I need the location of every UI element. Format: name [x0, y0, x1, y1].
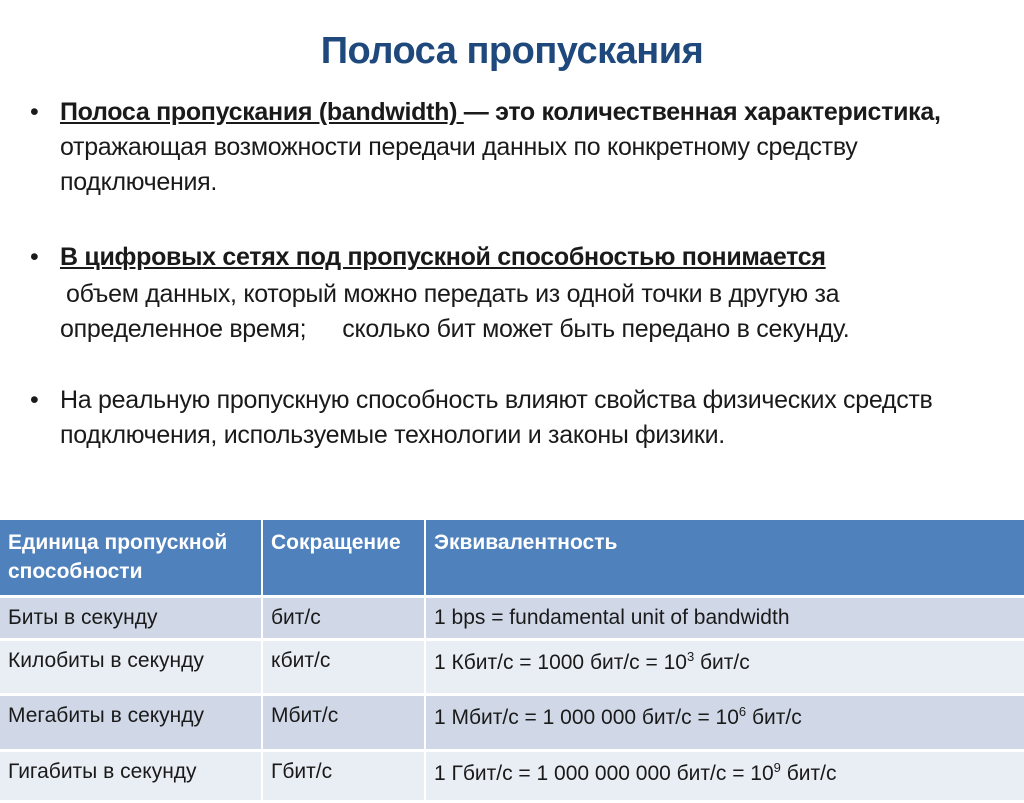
table-row — [0, 752, 1024, 803]
bullet-bandwidth-definition — [30, 95, 1000, 200]
cell-unit: Биты в секунду — [0, 598, 263, 641]
header-unit: Единица пропускной способности — [0, 520, 263, 598]
bullet-real-bandwidth — [30, 383, 1000, 453]
digital-networks-line-2 — [60, 312, 1000, 347]
digital-networks-line-1: объем данных, который можно передать из одной точки в другую за — [66, 280, 840, 308]
cell-abbreviation: кбит/с — [263, 641, 426, 696]
definition-bold: — это количественная характеристика, — [463, 98, 941, 126]
term-bandwidth: Полоса пропускания (bandwidth) — [60, 98, 464, 126]
bandwidth-units-table — [0, 520, 1024, 803]
cell-equivalence: 1 Гбит/с = 1 000 000 000 $бит/с = 10^9$ бит/с — [426, 752, 1024, 803]
table-row — [0, 696, 1024, 752]
real-bandwidth-text: На реальную пропускную способность влияют свойства физических средств подключения, используемые технологии и законы физики. — [60, 386, 933, 449]
cell-equivalence: 1 Кбит/с = 1000 $бит/с = 10^3$ бит/с — [426, 641, 1024, 696]
cell-unit: Гигабиты в секунду — [0, 752, 263, 803]
digital-networks-time: определенное время; — [60, 315, 307, 343]
cell-equivalence: 1 Мбит/с = 1 000 000 $бит/с = 10^6$ бит/с — [426, 696, 1024, 752]
bullet-digital-networks — [30, 240, 1000, 347]
table-row — [0, 598, 1024, 641]
cell-equivalence: 1 bps = fundamental unit of bandwidth — [426, 598, 1024, 641]
digital-networks-bits: сколько бит может быть передано в секунду. — [342, 315, 850, 343]
cell-unit: Килобиты в секунду — [0, 641, 263, 696]
header-equivalence: Эквивалентность — [426, 520, 1024, 598]
bullet-marker: • — [30, 98, 39, 126]
definition-text: отражающая возможности передачи данных по конкретному средству подключения. — [60, 133, 858, 196]
cell-abbreviation: бит/с — [263, 598, 426, 641]
table-header-row — [0, 520, 1024, 598]
table-row — [0, 641, 1024, 696]
bullet-list — [30, 95, 1000, 453]
bullet-marker: • — [30, 243, 39, 271]
bullet-marker: • — [30, 386, 39, 414]
slide-title: Полоса пропускания — [320, 30, 704, 72]
cell-unit: Мегабиты в секунду — [0, 696, 263, 752]
cell-abbreviation: Мбит/с — [263, 696, 426, 752]
header-abbreviation: Сокращение — [263, 520, 426, 598]
digital-networks-heading: В цифровых сетях под пропускной способностью понимается — [60, 243, 826, 271]
cell-abbreviation: Гбит/с — [263, 752, 426, 803]
